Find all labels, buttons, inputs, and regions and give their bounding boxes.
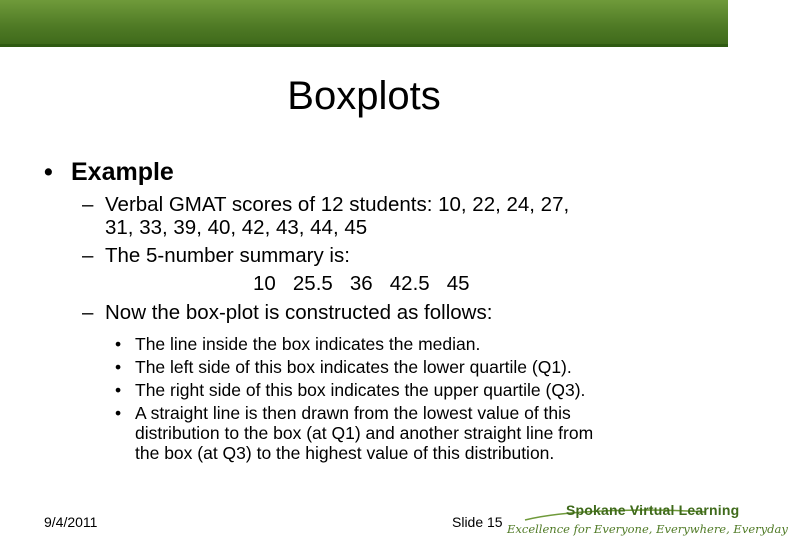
q3-text: The right side of this box indicates the upper quartile (Q3). xyxy=(135,380,586,400)
example-heading: Example xyxy=(71,158,174,186)
dash-icon: – xyxy=(82,193,94,216)
bullet-icon: • xyxy=(115,403,122,423)
footer-date: 9/4/2011 xyxy=(44,514,98,530)
header-bar xyxy=(0,0,728,44)
bullet-icon: • xyxy=(115,334,122,354)
bullet-icon: • xyxy=(44,158,53,186)
whisker-line-1: A straight line is then drawn from the lowest value of this xyxy=(135,403,571,423)
bullet-icon: • xyxy=(115,380,122,400)
construction-intro: Now the box-plot is constructed as follows: xyxy=(105,301,493,324)
five-number-summary: 10 25.5 36 42.5 45 xyxy=(253,272,470,295)
dash-icon: – xyxy=(82,244,94,267)
whisker-line-2: distribution to the box (at Q1) and another straight line from xyxy=(135,423,594,443)
logo-tagline: Excellence for Everyone, Everywhere, Everyday xyxy=(507,522,788,536)
q1-text: The left side of this box indicates the lower quartile (Q1). xyxy=(135,357,572,377)
slide-number: Slide 15 xyxy=(452,514,503,530)
logo xyxy=(505,496,788,546)
median-text: The line inside the box indicates the median. xyxy=(135,334,481,354)
slide-title: Boxplots xyxy=(287,74,441,118)
summary-intro: The 5-number summary is: xyxy=(105,244,350,267)
whisker-line-3: the box (at Q3) to the highest value of this distribution. xyxy=(135,443,555,463)
dash-icon: – xyxy=(82,301,94,324)
scores-line-2: 31, 33, 39, 40, 42, 43, 44, 45 xyxy=(105,216,368,239)
logo-name: Spokane Virtual Learning xyxy=(566,502,740,518)
bullet-icon: • xyxy=(115,357,122,377)
header-divider xyxy=(0,44,728,47)
scores-line-1: Verbal GMAT scores of 12 students: 10, 22, 24, 27, xyxy=(105,193,570,216)
